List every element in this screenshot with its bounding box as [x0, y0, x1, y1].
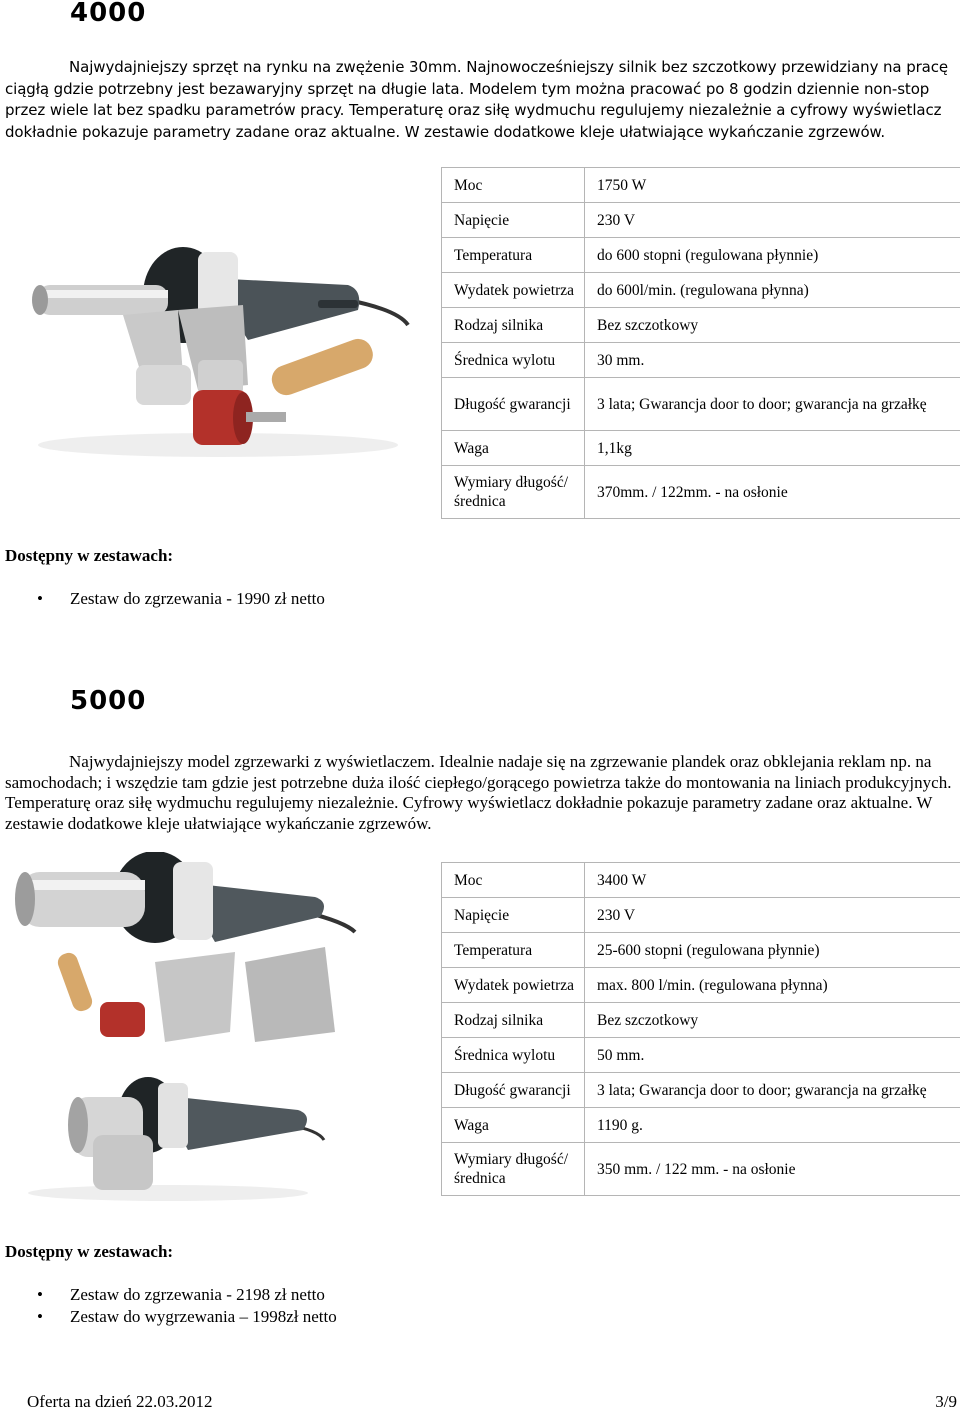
set-label: Zestaw do zgrzewania - 1990 zł netto	[70, 589, 325, 608]
spec-row-motor	[442, 1003, 960, 1038]
spec-value: 30 mm.	[585, 343, 960, 378]
footer-offer-date: Oferta na dzień 22.03.2012	[27, 1392, 213, 1412]
spec-value: 3400 W	[585, 863, 960, 898]
spec-value: 25-600 stopni (regulowana płynnie)	[585, 933, 960, 968]
spec-row-power	[442, 863, 960, 898]
spec-label: Rodzaj silnika	[442, 1003, 585, 1038]
spec-row-airflow	[442, 273, 960, 308]
sets-list-4000	[5, 588, 325, 610]
footer-page-number: 3/9	[935, 1392, 957, 1412]
spec-value: Bez szczotkowy	[585, 308, 960, 343]
spec-row-outlet	[442, 1038, 960, 1073]
spec-value: max. 800 l/min. (regulowana płynna)	[585, 968, 960, 1003]
product-description-4000: Najwydajniejszy sprzęt na rynku na zwężenie 30mm. Najnowocześniejszy silnik bez szczotkowy przewidziany na pracę ciągłą gdzie potrzebny jest bezawaryjny sprzęt na długie lata. Modelem tym można pracować po 8 godzin dziennie non-stop przez wiele lat bez spadku parametrów pracy. Temperaturę oraz siłę wydmuchu regulujemy niezależnie a cyfrowy wyświetlacz dokładnie pokazuje parametry zadane oraz aktualne. W zestawie dodatkowe kleje ułatwiające wykańczanie zgrzewów.	[5, 57, 957, 143]
spec-label: Temperatura	[442, 933, 585, 968]
list-item: • Zestaw do zgrzewania - 2198 zł netto	[5, 1284, 337, 1306]
spec-row-voltage	[442, 203, 960, 238]
product-description-5000: Najwydajniejszy model zgrzewarki z wyświetlaczem. Idealnie nadaje się na zgrzewanie plandek oraz obklejania reklam np. na samochodach; i wszędzie tam gdzie jest potrzebne duża ilość ciepłego/gorącego powietrza także do montowania na liniach produkcyjnych. Temperaturę oraz siłę wydmuchu regulujemy niezależnie. Cyfrowy wyświetlacz dokładnie pokazuje parametry zadane oraz aktualne. W zestawie dodatkowe kleje ułatwiające wykańczanie zgrzewów.	[5, 752, 957, 834]
list-item: • Zestaw do wygrzewania – 1998zł netto	[5, 1306, 337, 1328]
heat-gun-kit-image-4000	[18, 240, 410, 464]
spec-value: 3 lata; Gwarancja door to door; gwarancja na grzałkę	[585, 1073, 960, 1108]
spec-label: Średnica wylotu	[442, 1038, 585, 1073]
sets-list-5000	[5, 1284, 337, 1328]
spec-value: 370mm. / 122mm. - na osłonie	[585, 466, 960, 519]
spec-value: 1750 W	[585, 168, 960, 203]
spec-value: 1,1kg	[585, 431, 960, 466]
list-item: • Zestaw do zgrzewania - 1990 zł netto	[5, 588, 325, 610]
product-title-4000: 4000	[70, 0, 146, 28]
spec-value: 230 V	[585, 203, 960, 238]
spec-label: Wymiary długość/średnica	[442, 1143, 585, 1196]
spec-label: Moc	[442, 863, 585, 898]
spec-row-temperature	[442, 238, 960, 273]
spec-label: Wydatek powietrza	[442, 968, 585, 1003]
sets-heading-5000: Dostępny w zestawach:	[5, 1242, 173, 1262]
set-label: Zestaw do wygrzewania – 1998zł netto	[70, 1307, 337, 1326]
spec-label: Napięcie	[442, 203, 585, 238]
spec-table-4000	[441, 167, 960, 519]
spec-label: Waga	[442, 431, 585, 466]
spec-value: 230 V	[585, 898, 960, 933]
spec-label: Wymiary długość/średnica	[442, 466, 585, 519]
spec-row-warranty	[442, 378, 960, 431]
spec-label: Moc	[442, 168, 585, 203]
spec-label: Rodzaj silnika	[442, 308, 585, 343]
spec-row-weight	[442, 431, 960, 466]
spec-row-airflow	[442, 968, 960, 1003]
spec-row-temperature	[442, 933, 960, 968]
spec-row-weight	[442, 1108, 960, 1143]
spec-row-power	[442, 168, 960, 203]
sets-heading-4000: Dostępny w zestawach:	[5, 546, 173, 566]
heat-gun-image-5000	[18, 1075, 326, 1205]
product-title-5000: 5000	[70, 686, 146, 716]
spec-row-voltage	[442, 898, 960, 933]
spec-row-dimensions	[442, 466, 960, 519]
spec-value: 50 mm.	[585, 1038, 960, 1073]
spec-value: do 600 stopni (regulowana płynnie)	[585, 238, 960, 273]
spec-value: Bez szczotkowy	[585, 1003, 960, 1038]
spec-value: do 600l/min. (regulowana płynna)	[585, 273, 960, 308]
heat-gun-kit-image-5000	[5, 852, 357, 1046]
spec-label: Napięcie	[442, 898, 585, 933]
spec-row-motor	[442, 308, 960, 343]
spec-label: Temperatura	[442, 238, 585, 273]
spec-label: Wydatek powietrza	[442, 273, 585, 308]
spec-value: 1190 g.	[585, 1108, 960, 1143]
spec-label: Długość gwarancji	[442, 378, 585, 431]
spec-row-warranty	[442, 1073, 960, 1108]
spec-row-outlet	[442, 343, 960, 378]
spec-label: Waga	[442, 1108, 585, 1143]
spec-label: Długość gwarancji	[442, 1073, 585, 1108]
spec-value: 350 mm. / 122 mm. - na osłonie	[585, 1143, 960, 1196]
set-label: Zestaw do zgrzewania - 2198 zł netto	[70, 1285, 325, 1304]
spec-row-dimensions	[442, 1143, 960, 1196]
spec-value: 3 lata; Gwarancja door to door; gwarancja na grzałkę	[585, 378, 960, 431]
spec-label: Średnica wylotu	[442, 343, 585, 378]
spec-table-5000	[441, 862, 960, 1196]
